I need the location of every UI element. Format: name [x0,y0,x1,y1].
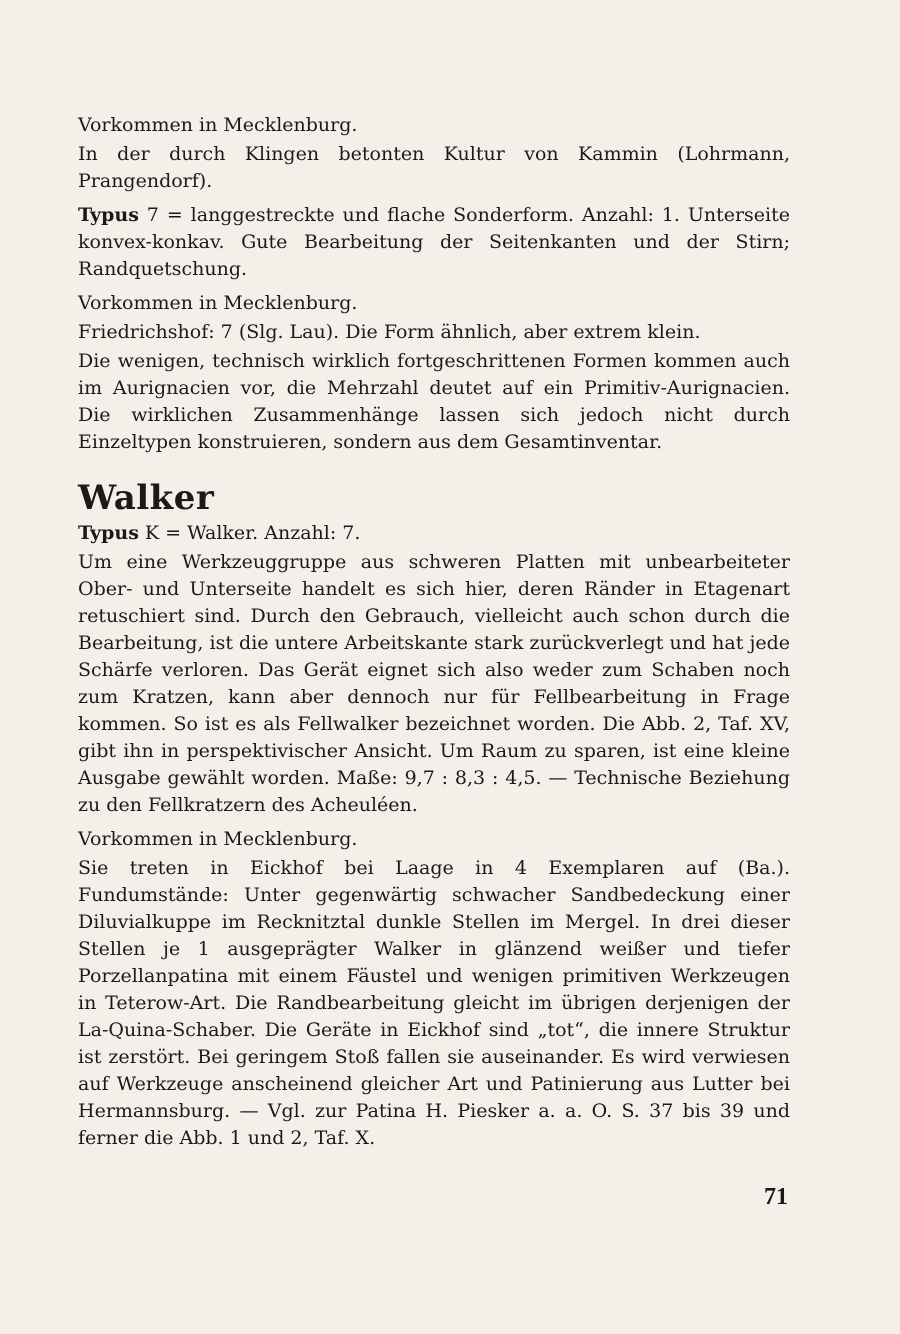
paragraph-werkzeuggruppe: Um eine Werkzeuggruppe aus schweren Platten mit unbearbeiteter Ober- und Unterseite handelt es sich hier, deren Ränder in Etagenart retuschiert sind. Durch den Gebrauch, vielleicht auch schon durch die Bearbeitung, ist die untere Arbeitskante stark zurückverlegt und hat jede Schärfe verloren. Das Gerät eignet sich also weder zum Schaben noch zum Kratzen, kann aber dennoch nur für Fellbearbeitung in Frage kommen. So ist es als Fellwalker bezeichnet worden. Die Abb. 2, Taf. XV, gibt ihn in perspektivischer Ansicht. Um Raum zu sparen, ist eine kleine Ausgabe gewählt worden. Maße: 9,7 : 8,3 : 4,5. — Technische Beziehung zu den Fellkratzern des Acheuléen. [78,551,790,816]
paragraph-vorkommen-2: Vorkommen in Mecklenburg. [78,292,358,314]
paragraph-typus-k [78,520,790,547]
paragraph-wenigen-formen: Die wenigen, technisch wirklich fortgeschrittenen Formen kommen auch im Aurignacien vor, die Mehrzahl deutet auf ein Primitiv-Aurignacien. Die wirklichen Zusammenhänge lassen sich jedoch nicht durch Einzeltypen konstruieren, sondern aus dem Gesamtinventar. [78,350,790,453]
paragraph-friedrichshof: Friedrichshof: 7 (Slg. Lau). Die Form ähnlich, aber extrem klein. [78,321,701,343]
section-heading-walker: Walker [78,478,215,518]
typus-7-text: 7 = langgestreckte und flache Sonderform. Anzahl: 1. Unterseite konvex-konkav. Gute Bearbeitung der Seitenkanten und der Stirn; Randquetschung. [78,204,790,280]
page-body [78,112,790,1159]
paragraph-kammin: In der durch Klingen betonten Kultur von Kammin (Lohrmann, Prangendorf). [78,143,790,192]
page-number: 71 [764,1184,788,1210]
typus-label: Typus [78,204,139,226]
paragraph-eickhof: Sie treten in Eickhof bei Laage in 4 Exemplaren auf (Ba.). Fundumstände: Unter gegenwärtig schwacher Sandbedeckung einer Diluvialkuppe im Recknitztal dunkle Stellen im Mergel. In drei dieser Stellen je 1 ausgeprägter Walker in glänzend weißer und tiefer Porzellanpatina mit einem Fäustel und wenigen primitiven Werkzeugen in Teterow-Art. Die Randbearbeitung gleicht im übrigen derjenigen der La-Quina-Schaber. Die Geräte in Eickhof sind „tot“, die innere Struktur ist zerstört. Bei geringem Stoß fallen sie auseinander. Es wird verwiesen auf Werkzeuge anscheinend gleicher Art und Patinierung aus Lutter bei Hermannsburg. — Vgl. zur Patina H. Piesker a. a. O. S. 37 bis 39 und ferner die Abb. 1 und 2, Taf. X. [78,857,790,1149]
typus-label: Typus [78,522,139,544]
typus-k-text: K = Walker. Anzahl: 7. [138,522,361,544]
paragraph-vorkommen: Vorkommen in Mecklenburg. [78,114,358,136]
paragraph-typus-7 [78,202,790,283]
paragraph-vorkommen-3: Vorkommen in Mecklenburg. [78,828,358,850]
